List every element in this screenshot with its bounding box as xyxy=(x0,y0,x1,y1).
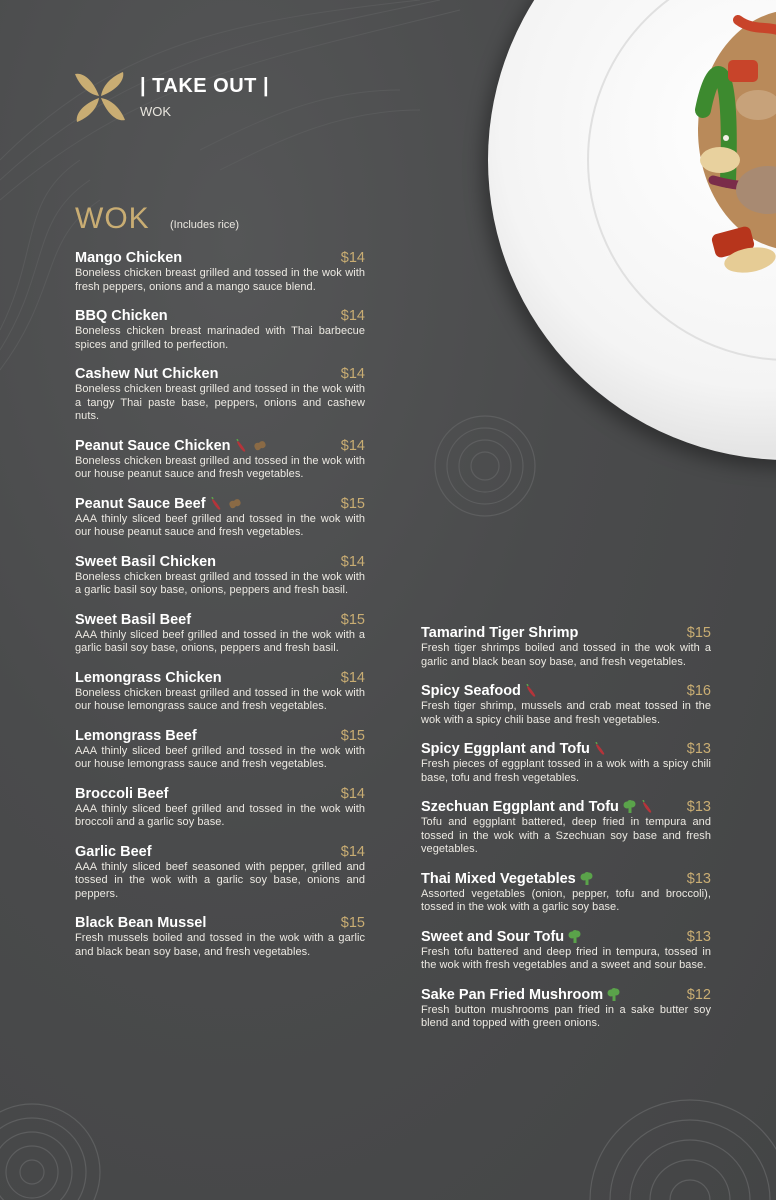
section-title: WOK xyxy=(75,202,150,235)
header-subtitle: WOK xyxy=(140,104,172,119)
menu-item-description: Fresh tiger shrimps boiled and tossed in the wok with a garlic and black bean soy base, and fresh vegetables. xyxy=(421,642,711,668)
brand-logo-icon xyxy=(73,70,127,124)
menu-item-name xyxy=(421,625,711,642)
menu-item xyxy=(421,683,711,727)
menu-item-name-text: Lemongrass Beef xyxy=(75,727,197,744)
menu-item-price: $14 xyxy=(340,308,365,324)
chili-icon xyxy=(235,439,249,453)
menu-item-name-text: Sweet and Sour Tofu xyxy=(421,928,565,945)
chili-icon xyxy=(525,684,539,698)
menu-item-name-text: Peanut Sauce Beef xyxy=(75,495,206,512)
menu-item-description: Boneless chicken breast grilled and tossed in the wok with a tangy Thai paste base, peppers, onions and cashew nuts. xyxy=(75,383,365,422)
peanut-icon xyxy=(228,497,242,511)
menu-item-name xyxy=(75,728,365,745)
menu-item xyxy=(75,670,365,714)
broccoli-icon xyxy=(568,930,582,944)
broccoli-icon xyxy=(607,988,621,1002)
menu-item xyxy=(75,496,365,540)
menu-item-description: AAA thinly sliced beef grilled and tossed in the wok with our house peanut sauce and fresh vegetables. xyxy=(75,512,365,538)
menu-item-description: Boneless chicken breast grilled and tossed in the wok with our house lemongrass sauce and fresh vegetables. xyxy=(75,686,365,712)
broccoli-icon xyxy=(623,800,637,814)
broccoli-icon xyxy=(580,872,594,886)
menu-item-price: $15 xyxy=(340,727,365,744)
menu-item xyxy=(75,438,365,482)
menu-item-name xyxy=(75,438,365,455)
menu-item-name xyxy=(421,799,711,816)
menu-item-price: $16 xyxy=(686,683,711,699)
menu-item-price: $13 xyxy=(686,741,711,757)
menu-item xyxy=(75,728,365,772)
menu-item-price: $13 xyxy=(686,799,711,815)
menu-item-description: Boneless chicken breast grilled and tossed in the wok with fresh peppers, onions and a mango sauce blend. xyxy=(75,267,365,293)
menu-item-name xyxy=(75,915,365,932)
menu-item-name-text: Garlic Beef xyxy=(75,843,152,860)
menu-item-name-text: BBQ Chicken xyxy=(75,308,168,324)
menu-item-name xyxy=(75,670,365,687)
menu-item-description: Fresh tiger shrimp, mussels and crab meat tossed in the wok with a spicy chili base and fresh vegetables. xyxy=(421,700,711,726)
chili-icon xyxy=(210,497,224,511)
menu-item-price: $14 xyxy=(340,785,365,802)
menu-item-name xyxy=(75,366,365,383)
menu-item-name xyxy=(75,786,365,803)
menu-item-price: $14 xyxy=(340,366,365,382)
menu-item-name-text: Spicy Eggplant and Tofu xyxy=(421,741,590,757)
menu-item xyxy=(75,844,365,902)
menu-item-name xyxy=(75,250,365,267)
menu-item xyxy=(75,308,365,352)
menu-item-description: AAA thinly sliced beef grilled and tossed in the wok with a garlic basil soy base, onions, peppers and fresh basil. xyxy=(75,628,365,654)
menu-item-price: $15 xyxy=(686,625,711,641)
menu-item-price: $13 xyxy=(686,870,711,887)
menu-item-price: $14 xyxy=(340,437,365,454)
menu-item-name-text: Thai Mixed Vegetables xyxy=(421,870,576,887)
menu-item-description: Fresh button mushrooms pan fried in a sake butter soy blend and topped with green onions. xyxy=(421,1003,711,1029)
menu-item-description: Fresh pieces of eggplant tossed in a wok with a spicy chili base, tofu and fresh vegetables. xyxy=(421,758,711,784)
menu-item xyxy=(75,250,365,294)
menu-column-left xyxy=(75,250,365,973)
menu-item-name xyxy=(421,741,711,758)
menu-item-price: $12 xyxy=(686,986,711,1003)
menu-item-name xyxy=(75,554,365,571)
menu-item-name-text: Mango Chicken xyxy=(75,250,183,266)
menu-item-price: $14 xyxy=(340,250,365,266)
menu-item-name-text: Lemongrass Chicken xyxy=(75,669,222,686)
menu-item-name-text: Sweet Basil Chicken xyxy=(75,553,217,570)
menu-item-description: AAA thinly sliced beef grilled and tossed in the wok with broccoli and a garlic soy base. xyxy=(75,802,365,828)
menu-item xyxy=(421,741,711,785)
menu-item-name xyxy=(421,987,711,1004)
menu-item-name xyxy=(421,871,711,888)
menu-item-name xyxy=(75,844,365,861)
menu-item-name-text: Sake Pan Fried Mushroom xyxy=(421,986,604,1003)
menu-item-price: $14 xyxy=(340,843,365,860)
menu-item xyxy=(75,786,365,830)
menu-item-name xyxy=(75,496,365,513)
menu-item-name-text: Black Bean Mussel xyxy=(75,915,207,931)
menu-item xyxy=(75,366,365,424)
menu-item-description: Assorted vegetables (onion, pepper, tofu and broccoli), tossed in the wok with a garlic soy base. xyxy=(421,887,711,913)
menu-item-name xyxy=(75,308,365,325)
menu-item xyxy=(421,987,711,1031)
chili-icon xyxy=(594,742,608,756)
menu-item-name xyxy=(75,612,365,629)
menu-item-price: $15 xyxy=(340,915,365,931)
menu-item-description: Boneless chicken breast marinaded with Thai barbecue spices and grilled to perfection. xyxy=(75,325,365,351)
menu-item-price: $15 xyxy=(340,611,365,628)
peanut-icon xyxy=(253,439,267,453)
menu-item-description: Boneless chicken breast grilled and tossed in the wok with our house peanut sauce and fresh vegetables. xyxy=(75,454,365,480)
wok-dish-illustration xyxy=(488,0,776,460)
menu-item-price: $15 xyxy=(340,495,365,512)
menu-item-description: AAA thinly sliced beef grilled and tossed in the wok with our house lemongrass sauce and fresh vegetables. xyxy=(75,744,365,770)
menu-item-price: $14 xyxy=(340,669,365,686)
menu-item-name xyxy=(421,929,711,946)
menu-item-name-text: Peanut Sauce Chicken xyxy=(75,437,231,454)
menu-item-name xyxy=(421,683,711,700)
menu-item-name-text: Broccoli Beef xyxy=(75,785,169,802)
menu-item-description: Boneless chicken breast grilled and tossed in the wok with a garlic basil soy base, onions, peppers and fresh basil. xyxy=(75,570,365,596)
menu-item xyxy=(421,929,711,973)
menu-column-right xyxy=(421,625,711,1045)
chili-icon xyxy=(641,800,655,814)
menu-item-name-text: Cashew Nut Chicken xyxy=(75,366,219,382)
menu-item xyxy=(75,612,365,656)
menu-item-name-text: Spicy Seafood xyxy=(421,683,521,699)
menu-item-description: Fresh mussels boiled and tossed in the wok with a garlic and black bean soy base, and fresh vegetables. xyxy=(75,932,365,958)
menu-item-name-text: Tamarind Tiger Shrimp xyxy=(421,625,579,641)
menu-item xyxy=(75,554,365,598)
menu-item-name-text: Sweet Basil Beef xyxy=(75,611,192,628)
food-plate-image xyxy=(488,0,776,460)
menu-item-description: Tofu and eggplant battered, deep fried in tempura and tossed in the wok with a Szechuan soy base and fresh vegetables. xyxy=(421,816,711,855)
header-title: | TAKE OUT | xyxy=(140,75,270,97)
menu-item xyxy=(75,915,365,959)
menu-item-name-text: Szechuan Eggplant and Tofu xyxy=(421,799,619,815)
menu-item xyxy=(421,871,711,915)
section-note: (Includes rice) xyxy=(170,219,240,231)
menu-item-price: $13 xyxy=(686,928,711,945)
menu-item-price: $14 xyxy=(340,553,365,570)
menu-item-description: Fresh tofu battered and deep fried in tempura, tossed in the wok with fresh vegetables and a sweet and sour base. xyxy=(421,945,711,971)
menu-item xyxy=(421,625,711,669)
menu-item-description: AAA thinly sliced beef seasoned with pepper, grilled and tossed in the wok with a garlic soy base, onions and peppers. xyxy=(75,860,365,900)
menu-item xyxy=(421,799,711,857)
